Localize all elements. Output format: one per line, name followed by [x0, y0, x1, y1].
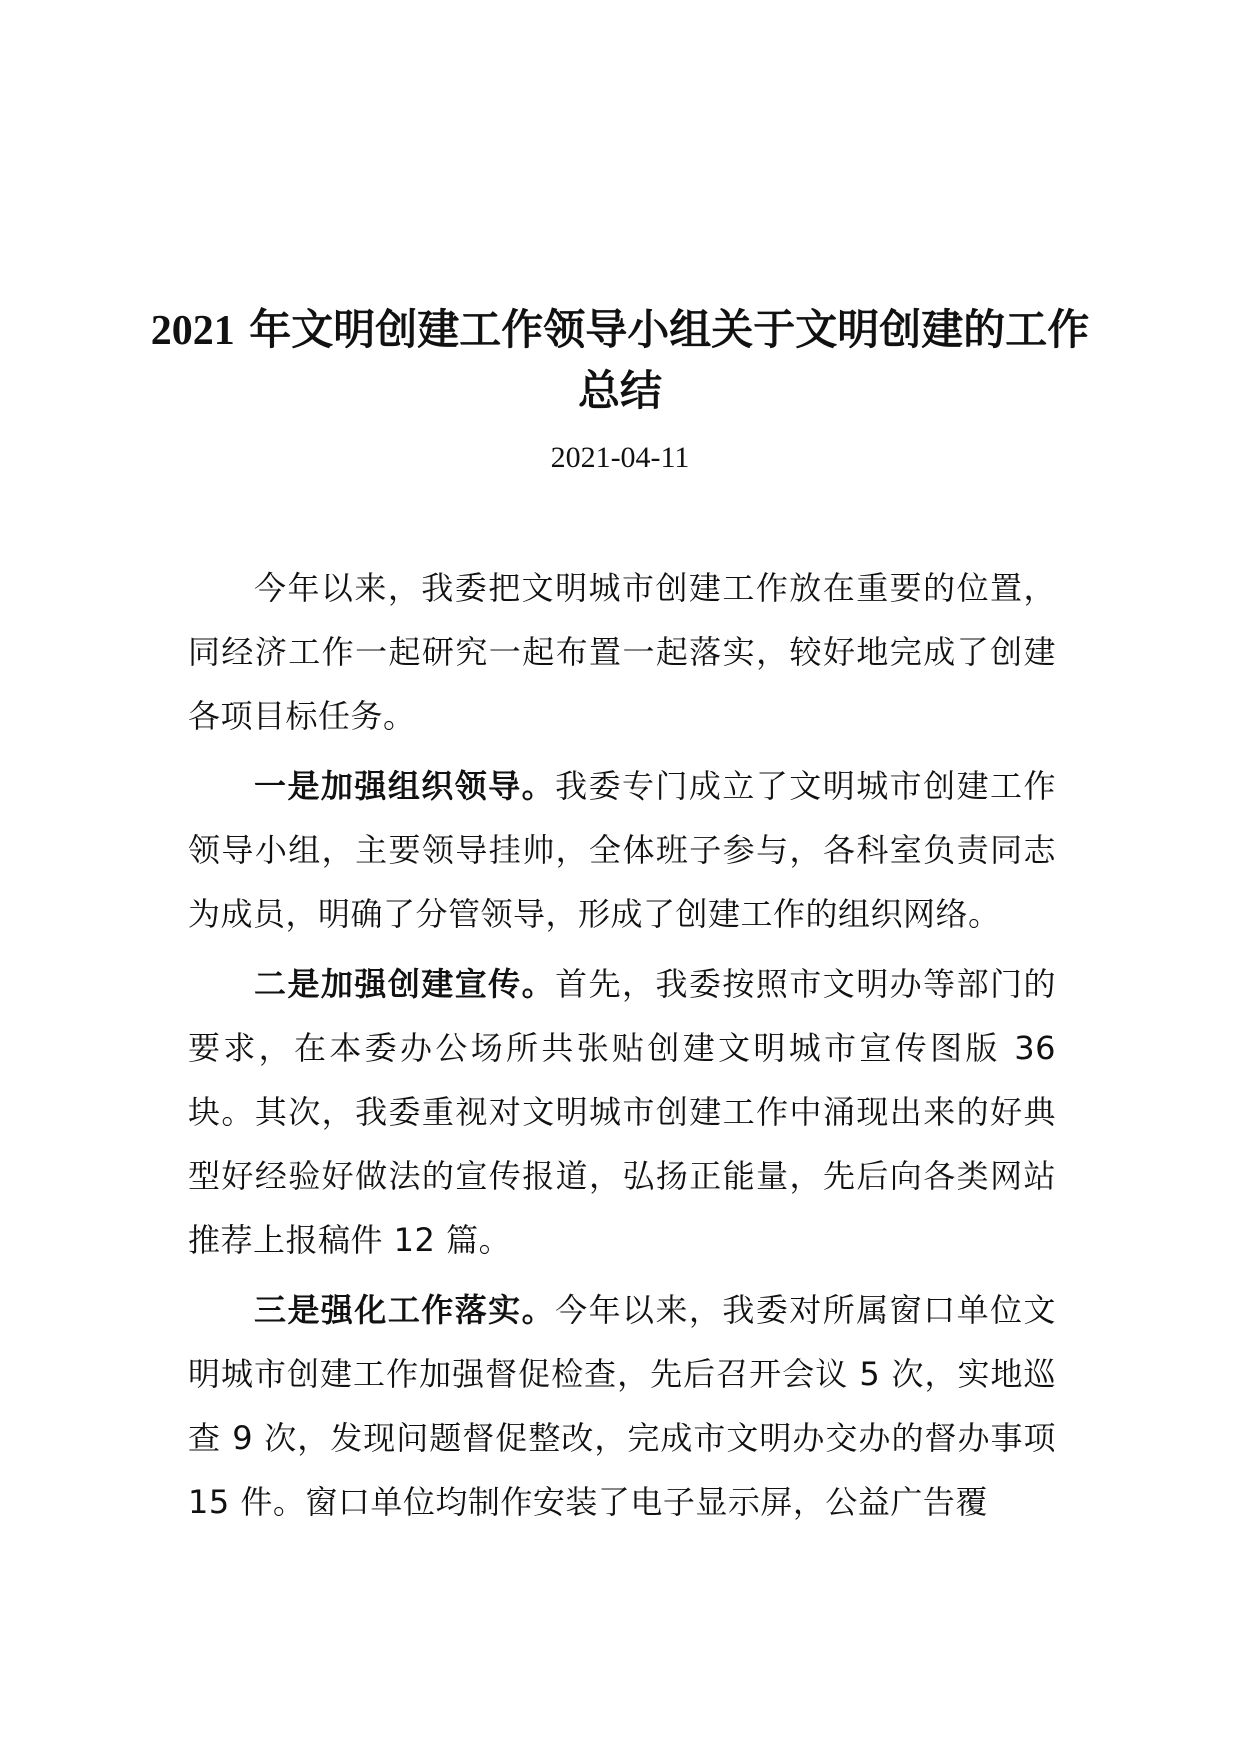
title-text: 年文明创建工作领导小组关于文明创建的工作总结: [234, 305, 1090, 415]
paragraph-lead: 三是强化工作落实。: [254, 1291, 556, 1329]
paragraph-text: 今年以来，我委对所属窗口单位文明城市创建工作加强督促检查，先后召开会议 5 次，实地巡查 9 次，发现问题督促整改，完成市文明办交办的督办事项 15 件。窗口单位均制作安装了电子显示屏，公益广告覆: [188, 1291, 1056, 1521]
document-body: [188, 556, 1056, 1540]
document-date: 2021-04-11: [550, 441, 690, 474]
document-title: [150, 300, 1090, 421]
paragraph-organization: [188, 754, 1056, 946]
paragraph-lead: 二是加强创建宣传。: [254, 965, 556, 1003]
paragraph-text: 我委专门成立了文明城市创建工作领导小组，主要领导挂帅，全体班子参与，各科室负责同志为成员，明确了分管领导，形成了创建工作的组织网络。: [188, 767, 1056, 933]
paragraph-intro: [188, 556, 1056, 748]
title-year: 2021: [150, 308, 235, 354]
paragraph-implementation: [188, 1278, 1056, 1534]
paragraph-text: 首先，我委按照市文明办等部门的要求，在本委办公场所共张贴创建文明城市宣传图版 36 块。其次，我委重视对文明城市创建工作中涌现出来的好典型好经验好做法的宣传报道，弘扬正能量，先后向各类网站推荐上报稿件 12 篇。: [188, 965, 1056, 1259]
paragraph-text: 今年以来，我委把文明城市创建工作放在重要的位置，同经济工作一起研究一起布置一起落实，较好地完成了创建各项目标任务。: [188, 569, 1056, 735]
paragraph-publicity: [188, 952, 1056, 1272]
paragraph-lead: 一是加强组织领导。: [254, 767, 556, 805]
